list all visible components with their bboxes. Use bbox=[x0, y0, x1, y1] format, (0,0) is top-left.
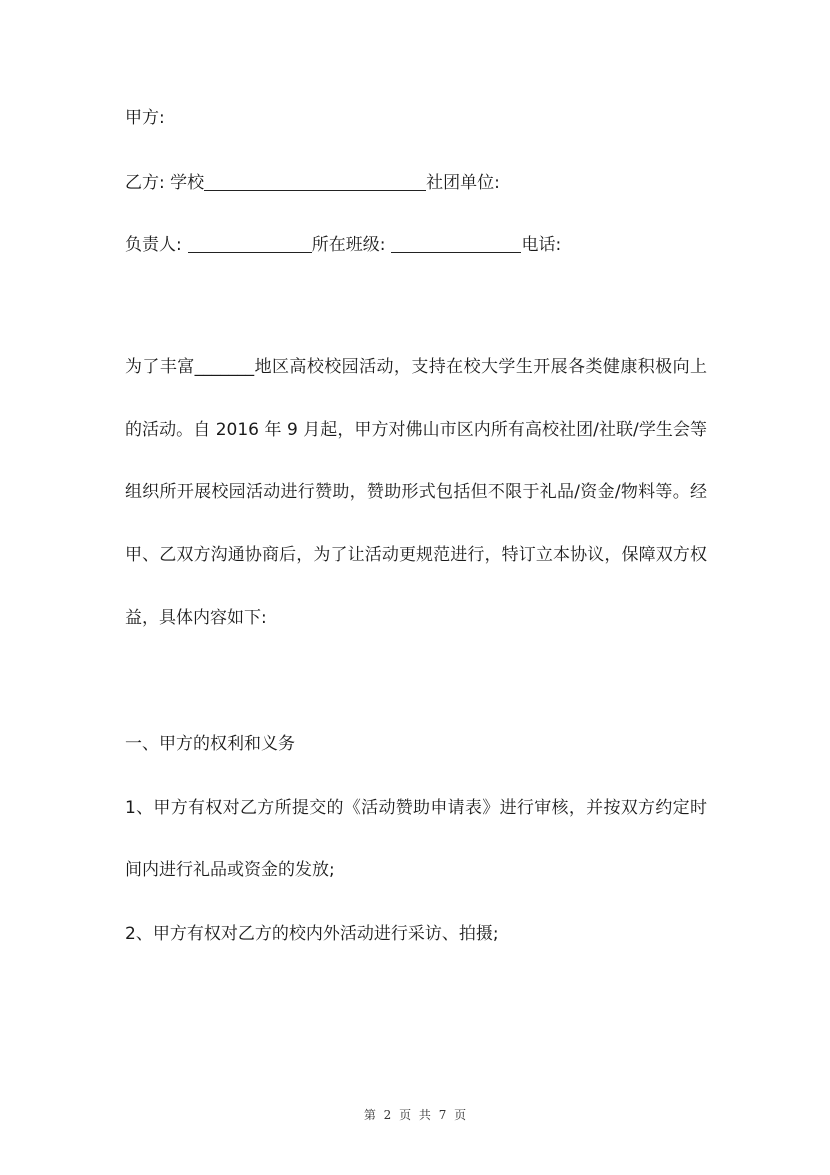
section-title: 一、甲方的权利和义务 bbox=[125, 734, 295, 754]
page-number: 第 2 页 共 7 页 bbox=[363, 1108, 467, 1122]
party-b-row bbox=[125, 171, 500, 195]
party-a-label: 甲方: bbox=[125, 108, 165, 128]
class-label: 所在班级: bbox=[311, 235, 386, 255]
contact-row bbox=[125, 233, 561, 257]
clause-line: 间内进行礼品或资金的发放; bbox=[125, 860, 335, 880]
class-blank[interactable] bbox=[391, 234, 521, 253]
school-blank[interactable] bbox=[204, 172, 426, 191]
intro-line: 为了丰富_______地区高校校园活动，支持在校大学生开展各类健康积极向上 bbox=[125, 357, 707, 377]
phone-label: 电话: bbox=[521, 235, 562, 255]
clause-line: 1、甲方有权对乙方所提交的《活动赞助申请表》进行审核，并按双方约定时 bbox=[125, 798, 707, 818]
intro-line: 的活动。自 2016 年 9 月起，甲方对佛山市区内所有高校社团/社联/学生会等 bbox=[125, 420, 707, 440]
intro-line: 益，具体内容如下: bbox=[125, 608, 267, 628]
intro-line: 组织所开展校园活动进行赞助，赞助形式包括但不限于礼品/资金/物料等。经 bbox=[125, 482, 707, 502]
person-label: 负责人: bbox=[125, 235, 182, 255]
party-b-label: 乙方: 学校 bbox=[125, 173, 205, 193]
intro-line: 甲、乙双方沟通协商后，为了让活动更规范进行，特订立本协议，保障双方权 bbox=[125, 545, 707, 565]
clause-line: 2、甲方有权对乙方的校内外活动进行采访、拍摄; bbox=[125, 924, 499, 944]
person-blank[interactable] bbox=[188, 234, 312, 253]
club-label: 社团单位: bbox=[426, 173, 500, 193]
